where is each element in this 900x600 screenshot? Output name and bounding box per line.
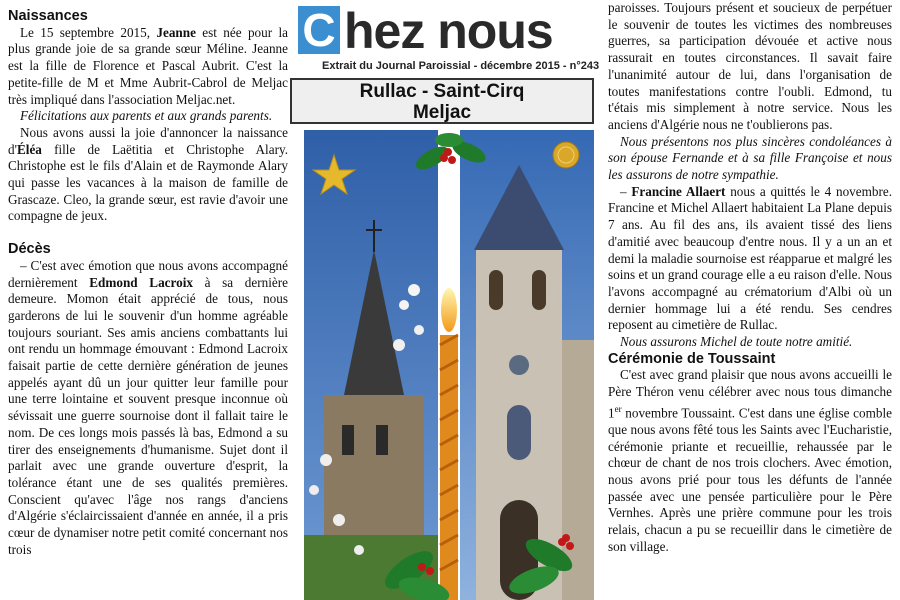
amitie-paragraph (608, 334, 892, 351)
text: Nous avons aussi la joie d'annoncer la naissance d' (8, 124, 288, 157)
name-francine-allaert: Francine Allaert (631, 183, 726, 199)
condoleances-paragraph (608, 134, 892, 184)
text: Félicitations aux parents et aux grands parents. (20, 108, 273, 124)
parish-names-box (290, 78, 594, 124)
toussaint-heading: Cérémonie de Toussaint (608, 350, 776, 367)
text: Nous présentons nos plus sincères condoléances à son épouse Fernande et à sa fille Françoise et nous les assurons de notre sympathie. (608, 133, 892, 183)
name-elea: Éléa (16, 141, 42, 157)
text: Nous assurons Michel de toute notre amitié. (620, 334, 853, 350)
text: – C'est avec émotion que nous avons accompagné dernièrement (8, 257, 288, 290)
parish-line-1: Rullac - Saint-Cirq (359, 81, 525, 102)
masthead-area (290, 0, 605, 600)
candle-flame-icon (441, 288, 457, 332)
naissance-elea-paragraph (8, 125, 288, 225)
naissance-jeanne-paragraph (8, 25, 288, 109)
name-jeanne: Jeanne (156, 24, 196, 40)
chez-nous-logo (298, 3, 598, 59)
text: est née pour la plus grande joie de sa grande sœur Méline. Jeanne est la fille de Florence et Pascal Aubrit. C'est la petite-fille de M et Mme Aubrit-Cabrol de Meljac très impliqué dans l'association Meljac.net. (8, 24, 288, 107)
text: – (620, 183, 632, 199)
text: novembre Toussaint. C'est dans une église comble que nous avons fêté tous les Saints avec l'Eucharistie, cérémonie priante et recueillie, rehaussée par le chœur de chant de nos trois clochers. Avec émotion, nous avons prié pour tous les défunts de l'année passée avec une pensée particulière pour le Père Vernhes. Après une prière commune pour les trois relais, chacun a pu se recueillir dans le cimetière de son village. (608, 405, 892, 554)
naissances-heading: Naissances (8, 8, 88, 24)
lacroix-continuation-paragraph: paroisses. Toujours présent et soucieux de perpétuer le souvenir de toutes les victimes des nombreuses guerres, sa participation dévouée et active nous rassurait en toutes circonstances. Il savait faire l'unanimité autour de lui, dans l'organisation de toutes manifestations contre l'oubli. Edmond, tu t'étais mis simplement à notre service. Nous les anciens d'Algérie nous ne t'oublierons pas. (608, 0, 892, 132)
logo-letter-c: C (298, 6, 340, 54)
toussaint-paragraph (608, 367, 892, 555)
text: Le 15 septembre 2015, (20, 24, 157, 40)
logo-text: hez nous (344, 3, 553, 59)
gold-medal-icon (553, 142, 579, 168)
deces-lacroix-paragraph (8, 258, 288, 559)
text: nous a quittés le 4 novembre. Francine et Michel Allaert habitaient La Plane depuis 7 ans. Au fil des ans, ils avaient tissé des liens d'amitié avec beaucoup d'entre nous. Il y a un an et demi la maladie sournoise est réapparue et malgré les soins et un grand courage elle a eu raison d'elle. Nous l'avons accompagné au crématorium d'Albi où un dernier hommage lui a été rendu. Ses cendres reposent au cimetière de Rullac. (608, 183, 892, 333)
text: à sa dernière demeure. Momon était apprécié de tous, nous garderons de lui le souvenir d'un homme agréable toujours souriant. Ses amis anciens combattants lui ont rendu un hommage émouvant : Edmond Lacroix faisait partie de cette dernière génération de jeunes appelés ayant dû un jour quitter leur famille pour une terre lointaine et souvent presque inconnue où sévissait une guerre sournoise dont il fallait taire le nom. De ces longs mois passés là bas, Edmond a su tirer des enseignements d'humanisme. Sujet dont il parlait avec une grande ouverture d'esprit, la tolérance étant une de ses qualités premières. Conscient qu'avec l'âge nos rangs d'anciens d'Algérie s'éclaircissaient d'année en année, il a pris cœur de dynamiser notre petit comité concernant nos trois (8, 274, 288, 557)
left-column (8, 0, 288, 559)
text: C'est avec grand plaisir que nous avons accueilli le Père Théron venu célébrer avec nous tous dimanche 1 (608, 367, 892, 421)
church-collage-image (304, 130, 594, 600)
parish-line-2: Meljac (412, 102, 472, 123)
felicitations-paragraph (8, 108, 288, 125)
text: fille de Laëtitia et Christophe Alary. Christophe est le fils d'Alain et de Raymonde Alary qui passe les vacances à la maison de famille de Grascaze. Cleo, la grande sœur, est ravie d'avoir une compagne de jeux. (8, 141, 288, 224)
superscript: er (614, 403, 622, 414)
right-column (608, 0, 892, 556)
journal-subtitle: Extrait du Journal Paroissial - décembre 2015 - n°243 (322, 60, 600, 72)
deces-heading: Décès (8, 241, 51, 258)
deces-allaert-paragraph (608, 184, 892, 334)
name-edmond-lacroix: Edmond Lacroix (89, 274, 193, 290)
